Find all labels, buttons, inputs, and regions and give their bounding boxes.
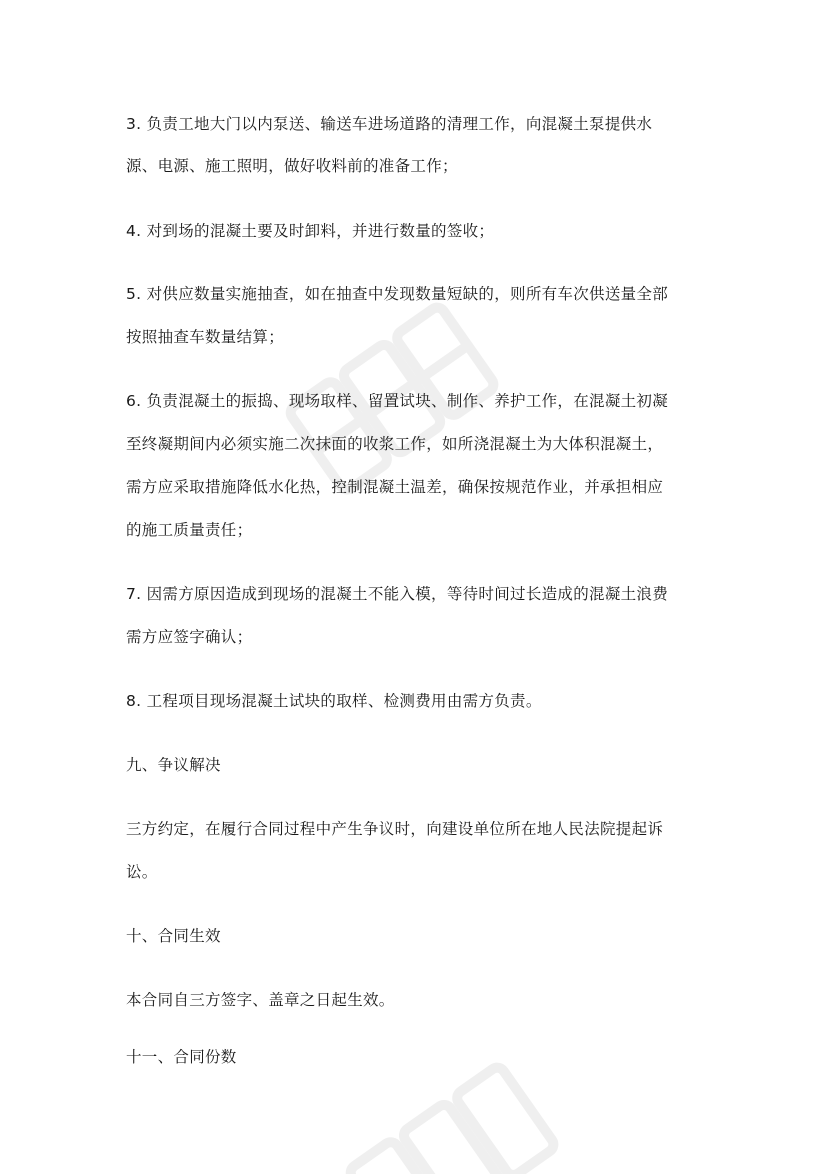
clause-4: 4. 对到场的混凝土要及时卸料，并进行数量的签收； [126,222,495,240]
clause-3-line-2: 源、电源、施工照明，做好收料前的准备工作； [126,157,458,175]
clause-6-line-4: 的施工质量责任； [126,521,253,539]
clause-6-line-2: 至终凝期间内必须实施二次抹面的收浆工作，如所浇混凝土为大体积混凝土， [126,435,664,453]
dispute-line-2: 讼。 [126,863,158,881]
effective-text: 本合同自三方签字、盖章之日起生效。 [126,991,395,1009]
section-heading-copies: 十一、合同份数 [126,1048,237,1066]
clause-6-line-3: 需方应采取措施降低水化热，控制混凝土温差，确保按规范作业，并承担相应 [126,478,664,496]
watermark-seal-bottom [330,1040,570,1174]
clause-7-line-2: 需方应签字确认； [126,628,253,646]
clause-6-line-1: 6. 负责混凝土的振捣、现场取样、留置试块、制作、养护工作，在混凝土初凝 [126,392,669,410]
clause-7-line-1: 7. 因需方原因造成到现场的混凝土不能入模，等待时间过长造成的混凝土浪费 [126,585,669,603]
clause-5-line-2: 按照抽查车数量结算； [126,328,285,346]
dispute-line-1: 三方约定，在履行合同过程中产生争议时，向建设单位所在地人民法院提起诉 [126,820,664,838]
clause-8: 8. 工程项目现场混凝土试块的取样、检测费用由需方负责。 [126,692,542,710]
clause-5-line-1: 5. 对供应数量实施抽查，如在抽查中发现数量短缺的，则所有车次供送量全部 [126,285,669,303]
section-heading-effective: 十、合同生效 [126,927,221,945]
clause-3-line-1: 3. 负责工地大门以内泵送、输送车进场道路的清理工作，向混凝土泵提供水 [126,115,653,133]
section-heading-dispute: 九、争议解决 [126,756,221,774]
